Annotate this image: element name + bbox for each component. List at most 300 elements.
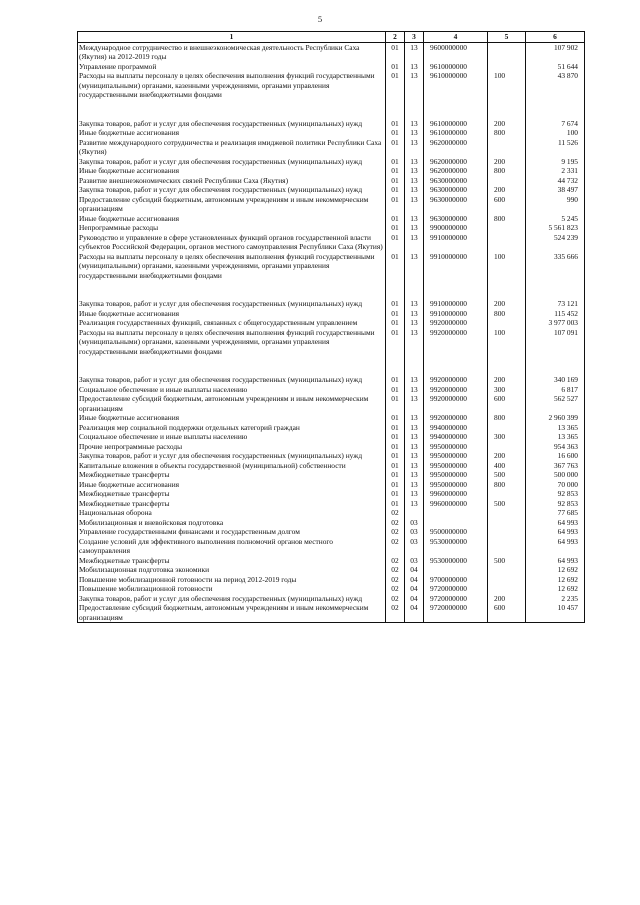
- row-section-code: 02: [386, 584, 405, 594]
- row-amount: 92 853: [526, 489, 585, 499]
- row-description: Иные бюджетные ассигнования: [78, 166, 386, 176]
- table-row: [78, 62, 585, 72]
- row-target-code: 9630000000: [424, 195, 488, 214]
- row-expense-type-code: 500: [488, 470, 526, 480]
- table-row: [78, 575, 585, 585]
- row-section-code: 02: [386, 556, 405, 566]
- row-section-code: 02: [386, 537, 405, 556]
- row-expense-type-code: 500: [488, 499, 526, 509]
- row-amount: 64 993: [526, 527, 585, 537]
- row-target-code: 9610000000: [424, 119, 488, 129]
- row-subsection-code: 13: [405, 423, 424, 433]
- row-target-code: 9910000000: [424, 252, 488, 300]
- table-row: [78, 328, 585, 376]
- row-amount: 5 561 823: [526, 223, 585, 233]
- row-expense-type-code: 600: [488, 394, 526, 413]
- row-description: Иные бюджетные ассигнования: [78, 480, 386, 490]
- row-section-code: 01: [386, 375, 405, 385]
- row-subsection-code: 13: [405, 499, 424, 509]
- table-row: [78, 432, 585, 442]
- row-description: Межбюджетные трансферты: [78, 489, 386, 499]
- row-target-code: 9500000000: [424, 527, 488, 537]
- row-expense-type-code: 100: [488, 252, 526, 300]
- row-section-code: 01: [386, 451, 405, 461]
- row-subsection-code: 13: [405, 328, 424, 376]
- row-description: Иные бюджетные ассигнования: [78, 214, 386, 224]
- row-subsection-code: 03: [405, 527, 424, 537]
- row-expense-type-code: [488, 575, 526, 585]
- row-description: Руководство и управление в сфере установленных функций органов государственной власти субъектов Российской Федерации, органов местного самоуправления Республики Саха (Якутия): [78, 233, 386, 252]
- row-target-code: 9610000000: [424, 62, 488, 72]
- row-description: Расходы на выплаты персоналу в целях обеспечения выполнения функций государственными (муниципальными) органами, казенными учреждениями, органами управления государственными внебюджетными фондами: [78, 328, 386, 376]
- table-row: [78, 461, 585, 471]
- row-expense-type-code: [488, 518, 526, 528]
- row-subsection-code: 04: [405, 603, 424, 623]
- row-amount: 5 245: [526, 214, 585, 224]
- row-target-code: 9920000000: [424, 318, 488, 328]
- row-subsection-code: 13: [405, 214, 424, 224]
- row-subsection-code: 13: [405, 185, 424, 195]
- table-row: [78, 394, 585, 413]
- row-target-code: 9620000000: [424, 157, 488, 167]
- row-expense-type-code: 800: [488, 128, 526, 138]
- row-target-code: 9900000000: [424, 223, 488, 233]
- column-header-3: 3: [405, 32, 424, 43]
- row-target-code: 9620000000: [424, 138, 488, 157]
- table-row: [78, 233, 585, 252]
- row-description: Предоставление субсидий бюджетным, автономным учреждениям и иным некоммерческим организациям: [78, 603, 386, 623]
- row-expense-type-code: 100: [488, 71, 526, 119]
- row-section-code: 01: [386, 62, 405, 72]
- row-amount: 10 457: [526, 603, 585, 623]
- row-description: Расходы на выплаты персоналу в целях обеспечения выполнения функций государственными (муниципальными) органами, казенными учреждениями, органами управления государственными внебюджетными фондами: [78, 71, 386, 119]
- row-section-code: 02: [386, 565, 405, 575]
- table-row: [78, 71, 585, 119]
- row-description: Управление государственными финансами и государственным долгом: [78, 527, 386, 537]
- row-subsection-code: 13: [405, 62, 424, 72]
- row-description: Закупка товаров, работ и услуг для обеспечения государственных (муниципальных) нужд: [78, 594, 386, 604]
- table-row: [78, 584, 585, 594]
- row-expense-type-code: 100: [488, 328, 526, 376]
- row-expense-type-code: [488, 176, 526, 186]
- table-row: [78, 375, 585, 385]
- row-target-code: 9920000000: [424, 375, 488, 385]
- row-section-code: 01: [386, 328, 405, 376]
- row-description: Мобилизационная и вневойсковая подготовка: [78, 518, 386, 528]
- row-description: Закупка товаров, работ и услуг для обеспечения государственных (муниципальных) нужд: [78, 185, 386, 195]
- row-expense-type-code: [488, 138, 526, 157]
- row-subsection-code: 13: [405, 442, 424, 452]
- row-target-code: 9610000000: [424, 128, 488, 138]
- row-target-code: 9950000000: [424, 461, 488, 471]
- table-row: [78, 556, 585, 566]
- row-subsection-code: 13: [405, 461, 424, 471]
- row-target-code: 9530000000: [424, 537, 488, 556]
- table-row: [78, 537, 585, 556]
- row-target-code: 9700000000: [424, 575, 488, 585]
- table-row: [78, 252, 585, 300]
- row-subsection-code: 13: [405, 413, 424, 423]
- column-header-5: 5: [488, 32, 526, 43]
- table-row: [78, 195, 585, 214]
- row-description: Иные бюджетные ассигнования: [78, 128, 386, 138]
- row-subsection-code: 13: [405, 71, 424, 119]
- row-target-code: 9630000000: [424, 176, 488, 186]
- table-row: [78, 42, 585, 62]
- row-expense-type-code: [488, 489, 526, 499]
- row-amount: 64 993: [526, 518, 585, 528]
- row-target-code: 9950000000: [424, 470, 488, 480]
- table-row: [78, 603, 585, 623]
- row-amount: 13 365: [526, 432, 585, 442]
- row-section-code: 01: [386, 461, 405, 471]
- row-amount: 73 121: [526, 299, 585, 309]
- row-section-code: 01: [386, 233, 405, 252]
- table-row: [78, 157, 585, 167]
- row-subsection-code: 13: [405, 166, 424, 176]
- row-section-code: 01: [386, 423, 405, 433]
- row-amount: 64 993: [526, 556, 585, 566]
- column-header-4: 4: [424, 32, 488, 43]
- row-amount: 2 960 399: [526, 413, 585, 423]
- row-section-code: 01: [386, 394, 405, 413]
- table-row: [78, 508, 585, 518]
- row-section-code: 01: [386, 499, 405, 509]
- table-row: [78, 451, 585, 461]
- row-description: Повышение мобилизационной готовности: [78, 584, 386, 594]
- row-amount: 107 091: [526, 328, 585, 376]
- table-row: [78, 138, 585, 157]
- row-amount: 13 365: [526, 423, 585, 433]
- row-section-code: 01: [386, 252, 405, 300]
- row-description: Иные бюджетные ассигнования: [78, 413, 386, 423]
- row-subsection-code: 13: [405, 489, 424, 499]
- row-section-code: 01: [386, 128, 405, 138]
- row-section-code: 01: [386, 385, 405, 395]
- row-expense-type-code: [488, 233, 526, 252]
- row-section-code: 01: [386, 176, 405, 186]
- row-expense-type-code: 200: [488, 157, 526, 167]
- row-section-code: 01: [386, 185, 405, 195]
- row-amount: 6 817: [526, 385, 585, 395]
- row-expense-type-code: [488, 442, 526, 452]
- row-section-code: 01: [386, 119, 405, 129]
- row-section-code: 01: [386, 309, 405, 319]
- row-amount: 3 977 003: [526, 318, 585, 328]
- row-section-code: 01: [386, 157, 405, 167]
- row-expense-type-code: [488, 537, 526, 556]
- table-row: [78, 318, 585, 328]
- row-expense-type-code: 200: [488, 594, 526, 604]
- row-amount: 367 763: [526, 461, 585, 471]
- row-subsection-code: 13: [405, 252, 424, 300]
- row-target-code: 9720000000: [424, 594, 488, 604]
- row-target-code: 9620000000: [424, 166, 488, 176]
- row-description: Предоставление субсидий бюджетным, автономным учреждениям и иным некоммерческим организациям: [78, 195, 386, 214]
- row-expense-type-code: [488, 565, 526, 575]
- row-amount: 100: [526, 128, 585, 138]
- row-target-code: 9910000000: [424, 233, 488, 252]
- row-subsection-code: 13: [405, 480, 424, 490]
- row-section-code: 02: [386, 603, 405, 623]
- table-row: [78, 442, 585, 452]
- row-target-code: [424, 565, 488, 575]
- row-description: Межбюджетные трансферты: [78, 499, 386, 509]
- row-section-code: 01: [386, 299, 405, 309]
- row-subsection-code: 13: [405, 195, 424, 214]
- row-description: Непрограммные расходы: [78, 223, 386, 233]
- row-amount: 77 685: [526, 508, 585, 518]
- page-number: 5: [317, 14, 323, 24]
- row-target-code: 9920000000: [424, 385, 488, 395]
- row-subsection-code: 03: [405, 537, 424, 556]
- row-amount: 524 239: [526, 233, 585, 252]
- row-section-code: 01: [386, 489, 405, 499]
- row-description: Расходы на выплаты персоналу в целях обеспечения выполнения функций государственными (муниципальными) органами, казенными учреждениями, органами управления государственными внебюджетными фондами: [78, 252, 386, 300]
- row-description: Межбюджетные трансферты: [78, 470, 386, 480]
- row-description: Закупка товаров, работ и услуг для обеспечения государственных (муниципальных) нужд: [78, 299, 386, 309]
- row-description: Управление программой: [78, 62, 386, 72]
- row-description: Закупка товаров, работ и услуг для обеспечения государственных (муниципальных) нужд: [78, 375, 386, 385]
- row-target-code: 9950000000: [424, 442, 488, 452]
- row-subsection-code: 13: [405, 385, 424, 395]
- row-section-code: 01: [386, 138, 405, 157]
- table-row: [78, 223, 585, 233]
- table-row: [78, 423, 585, 433]
- row-description: Национальная оборона: [78, 508, 386, 518]
- row-subsection-code: 13: [405, 394, 424, 413]
- row-amount: 7 674: [526, 119, 585, 129]
- row-section-code: 02: [386, 594, 405, 604]
- row-subsection-code: 13: [405, 176, 424, 186]
- row-expense-type-code: 500: [488, 556, 526, 566]
- row-subsection-code: 03: [405, 556, 424, 566]
- row-section-code: 01: [386, 195, 405, 214]
- row-expense-type-code: 200: [488, 375, 526, 385]
- row-description: Межбюджетные трансферты: [78, 556, 386, 566]
- row-section-code: 01: [386, 442, 405, 452]
- row-expense-type-code: 800: [488, 214, 526, 224]
- row-expense-type-code: 200: [488, 119, 526, 129]
- row-expense-type-code: [488, 527, 526, 537]
- row-expense-type-code: [488, 584, 526, 594]
- row-description: Прочие непрограммные расходы: [78, 442, 386, 452]
- row-target-code: 9950000000: [424, 480, 488, 490]
- row-target-code: 9600000000: [424, 42, 488, 62]
- row-section-code: 01: [386, 214, 405, 224]
- row-section-code: 02: [386, 575, 405, 585]
- row-target-code: 9530000000: [424, 556, 488, 566]
- row-amount: 44 732: [526, 176, 585, 186]
- table-row: [78, 166, 585, 176]
- row-subsection-code: 04: [405, 575, 424, 585]
- row-section-code: 01: [386, 42, 405, 62]
- row-section-code: 01: [386, 470, 405, 480]
- table-row: [78, 594, 585, 604]
- row-section-code: 01: [386, 166, 405, 176]
- row-subsection-code: 04: [405, 565, 424, 575]
- row-target-code: 9910000000: [424, 299, 488, 309]
- row-expense-type-code: 200: [488, 185, 526, 195]
- row-description: Предоставление субсидий бюджетным, автономным учреждениям и иным некоммерческим организациям: [78, 394, 386, 413]
- row-expense-type-code: 200: [488, 451, 526, 461]
- table-row: [78, 176, 585, 186]
- table-row: [78, 489, 585, 499]
- row-amount: 2 235: [526, 594, 585, 604]
- table-row: [78, 480, 585, 490]
- row-amount: 115 452: [526, 309, 585, 319]
- row-description: Создание условий для эффективного выполнения полномочий органов местного самоуправления: [78, 537, 386, 556]
- row-target-code: 9720000000: [424, 584, 488, 594]
- row-subsection-code: 13: [405, 128, 424, 138]
- row-target-code: 9630000000: [424, 214, 488, 224]
- row-expense-type-code: 600: [488, 603, 526, 623]
- table-row: [78, 565, 585, 575]
- row-description: Развитие международного сотрудничества и реализация имиджевой политики Республики Саха (Якутия): [78, 138, 386, 157]
- row-section-code: 01: [386, 480, 405, 490]
- row-expense-type-code: [488, 62, 526, 72]
- row-target-code: 9610000000: [424, 71, 488, 119]
- row-expense-type-code: 800: [488, 166, 526, 176]
- row-expense-type-code: 400: [488, 461, 526, 471]
- row-target-code: 9630000000: [424, 185, 488, 195]
- row-expense-type-code: 200: [488, 299, 526, 309]
- row-subsection-code: 13: [405, 233, 424, 252]
- row-subsection-code: 13: [405, 223, 424, 233]
- column-header-2: 2: [386, 32, 405, 43]
- table-row: [78, 309, 585, 319]
- row-subsection-code: 13: [405, 299, 424, 309]
- row-expense-type-code: [488, 508, 526, 518]
- row-section-code: 01: [386, 413, 405, 423]
- row-subsection-code: 13: [405, 318, 424, 328]
- row-subsection-code: 13: [405, 157, 424, 167]
- row-amount: 2 331: [526, 166, 585, 176]
- row-amount: 16 600: [526, 451, 585, 461]
- row-description: Повышение мобилизационной готовности на период 2012-2019 годы: [78, 575, 386, 585]
- row-subsection-code: 13: [405, 309, 424, 319]
- row-target-code: 9920000000: [424, 394, 488, 413]
- row-expense-type-code: 800: [488, 480, 526, 490]
- row-description: Реализация государственных функций, связанных с общегосударственным управлением: [78, 318, 386, 328]
- table-row: [78, 299, 585, 309]
- row-description: Закупка товаров, работ и услуг для обеспечения государственных (муниципальных) нужд: [78, 157, 386, 167]
- row-description: Развитие внешнеэкономических связей Республики Саха (Якутия): [78, 176, 386, 186]
- row-expense-type-code: 600: [488, 195, 526, 214]
- row-section-code: 02: [386, 518, 405, 528]
- row-amount: 107 902: [526, 42, 585, 62]
- row-amount: 954 363: [526, 442, 585, 452]
- row-description: Капитальные вложения в объекты государственной (муниципальной) собственности: [78, 461, 386, 471]
- row-subsection-code: 04: [405, 594, 424, 604]
- table-row: [78, 527, 585, 537]
- row-amount: 990: [526, 195, 585, 214]
- row-amount: 64 993: [526, 537, 585, 556]
- row-section-code: 01: [386, 71, 405, 119]
- column-header-6: 6: [526, 32, 585, 43]
- row-subsection-code: 13: [405, 119, 424, 129]
- row-subsection-code: 13: [405, 451, 424, 461]
- row-expense-type-code: [488, 318, 526, 328]
- table-row: [78, 499, 585, 509]
- row-target-code: 9940000000: [424, 423, 488, 433]
- row-subsection-code: 13: [405, 42, 424, 62]
- table-row: [78, 518, 585, 528]
- row-description: Социальное обеспечение и иные выплаты населению: [78, 385, 386, 395]
- row-description: Закупка товаров, работ и услуг для обеспечения государственных (муниципальных) нужд: [78, 451, 386, 461]
- row-expense-type-code: [488, 423, 526, 433]
- row-subsection-code: 13: [405, 470, 424, 480]
- row-target-code: [424, 508, 488, 518]
- row-description: Международное сотрудничество и внешнеэкономическая деятельность Республики Саха (Якутия) на 2012-2019 годы: [78, 42, 386, 62]
- row-amount: 12 692: [526, 575, 585, 585]
- row-amount: 43 870: [526, 71, 585, 119]
- row-expense-type-code: 800: [488, 413, 526, 423]
- row-description: Реализация мер социальной поддержки отдельных категорий граждан: [78, 423, 386, 433]
- row-target-code: 9940000000: [424, 432, 488, 442]
- row-target-code: 9920000000: [424, 413, 488, 423]
- row-subsection-code: 04: [405, 584, 424, 594]
- table-row: [78, 470, 585, 480]
- row-amount: 11 526: [526, 138, 585, 157]
- row-target-code: [424, 518, 488, 528]
- row-target-code: 9720000000: [424, 603, 488, 623]
- row-target-code: 9960000000: [424, 499, 488, 509]
- row-subsection-code: 13: [405, 375, 424, 385]
- table-row: [78, 413, 585, 423]
- row-section-code: 02: [386, 527, 405, 537]
- row-description: Мобилизационная подготовка экономики: [78, 565, 386, 575]
- row-amount: 70 000: [526, 480, 585, 490]
- table-row: [78, 214, 585, 224]
- row-subsection-code: 03: [405, 518, 424, 528]
- row-amount: 51 644: [526, 62, 585, 72]
- row-amount: 38 497: [526, 185, 585, 195]
- row-expense-type-code: [488, 223, 526, 233]
- row-amount: 562 527: [526, 394, 585, 413]
- row-expense-type-code: 800: [488, 309, 526, 319]
- row-target-code: 9910000000: [424, 309, 488, 319]
- row-amount: 340 169: [526, 375, 585, 385]
- row-subsection-code: [405, 508, 424, 518]
- row-amount: 92 853: [526, 499, 585, 509]
- column-header-1: 1: [78, 32, 386, 43]
- row-expense-type-code: 300: [488, 432, 526, 442]
- row-target-code: 9920000000: [424, 328, 488, 376]
- budget-table: [77, 31, 585, 623]
- row-description: Иные бюджетные ассигнования: [78, 309, 386, 319]
- row-amount: 12 692: [526, 565, 585, 575]
- row-expense-type-code: 300: [488, 385, 526, 395]
- row-target-code: 9950000000: [424, 451, 488, 461]
- row-subsection-code: 13: [405, 432, 424, 442]
- table-row: [78, 119, 585, 129]
- row-description: Закупка товаров, работ и услуг для обеспечения государственных (муниципальных) нужд: [78, 119, 386, 129]
- table-row: [78, 128, 585, 138]
- row-expense-type-code: [488, 42, 526, 62]
- row-section-code: 02: [386, 508, 405, 518]
- row-section-code: 01: [386, 432, 405, 442]
- row-description: Социальное обеспечение и иные выплаты населению: [78, 432, 386, 442]
- row-section-code: 01: [386, 223, 405, 233]
- row-subsection-code: 13: [405, 138, 424, 157]
- table-row: [78, 385, 585, 395]
- table-header-row: [78, 32, 585, 43]
- row-section-code: 01: [386, 318, 405, 328]
- row-amount: 500 000: [526, 470, 585, 480]
- row-amount: 12 692: [526, 584, 585, 594]
- row-target-code: 9960000000: [424, 489, 488, 499]
